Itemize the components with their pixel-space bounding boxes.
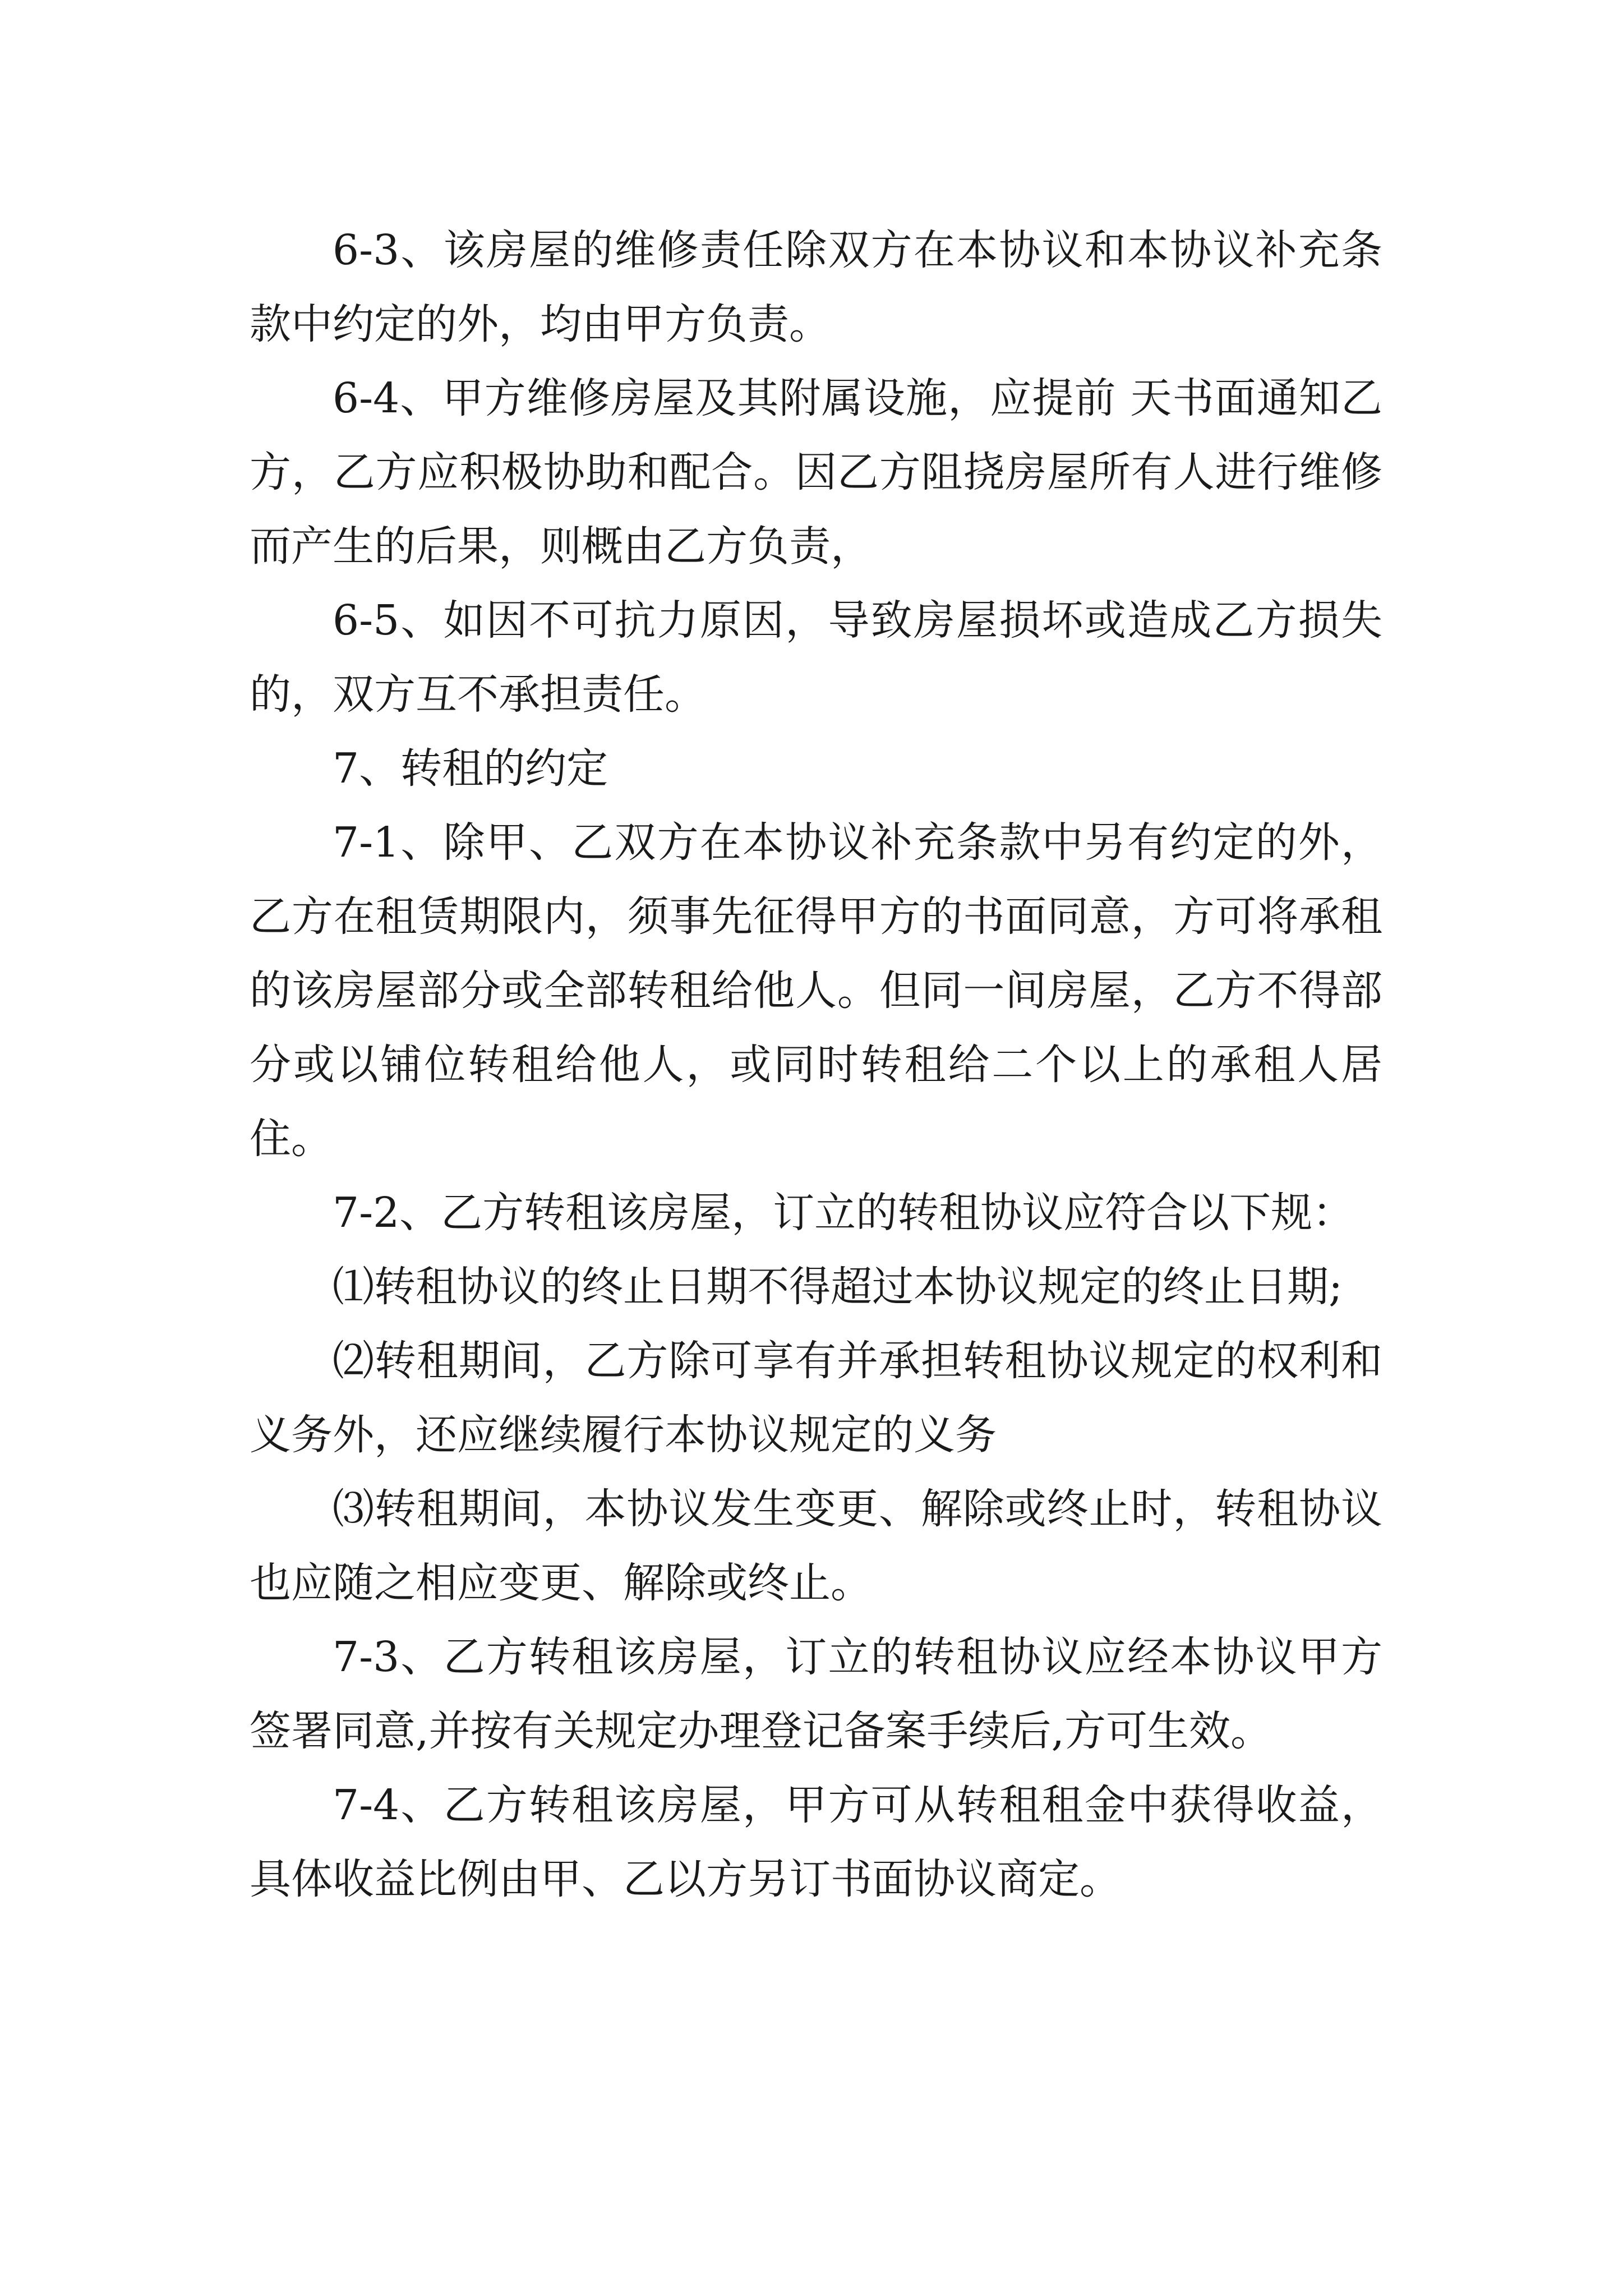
- clause-7-2-item-2: ⑵转租期间，乙方除可享有并承担转租协议规定的权利和义务外，还应继续履行本协议规定的义务: [250, 1337, 1382, 1459]
- clause-7-1: 7-1、除甲、乙双方在本协议补充条款中另有约定的外，乙方在租赁期限内，须事先征得甲方的书面同意，方可将承租的该房屋部分或全部转租给他人。但同一间房屋，乙方不得部分或以铺位转租给他人，或同时转租给二个以上的承租人居住。: [250, 818, 1382, 1163]
- clause-6-3: 6-3、该房屋的维修责任除双方在本协议和本协议补充条款中约定的外，均由甲方负责。: [250, 226, 1382, 348]
- clause-7-2-item-3: ⑶转租期间，本协议发生变更、解除或终止时，转租协议也应随之相应变更、解除或终止。: [250, 1485, 1382, 1607]
- clause-6-4: 6-4、甲方维修房屋及其附属设施，应提前 天书面通知乙方，乙方应积极协助和配合。因乙方阻挠房屋所有人进行维修而产生的后果，则概由乙方负责，: [250, 374, 1382, 570]
- clause-6-5: 6-5、如因不可抗力原因，导致房屋损坏或造成乙方损失的，双方互不承担责任。: [250, 596, 1382, 719]
- clause-7-3: 7-3、乙方转租该房屋，订立的转租协议应经本协议甲方签署同意,并按有关规定办理登记备案手续后,方可生效。: [250, 1633, 1382, 1755]
- clause-7-4: 7-4、乙方转租该房屋，甲方可从转租租金中获得收益，具体收益比例由甲、乙以方另订书面协议商定。: [250, 1781, 1382, 1903]
- section-heading-7: 7、转租的约定: [333, 744, 608, 793]
- document-page: [250, 213, 1382, 1916]
- clause-7-2-item-1: ⑴转租协议的终止日期不得超过本协议规定的终止日期;: [333, 1263, 1343, 1311]
- clause-7-2: 7-2、乙方转租该房屋，订立的转租协议应符合以下规：: [333, 1189, 1354, 1237]
